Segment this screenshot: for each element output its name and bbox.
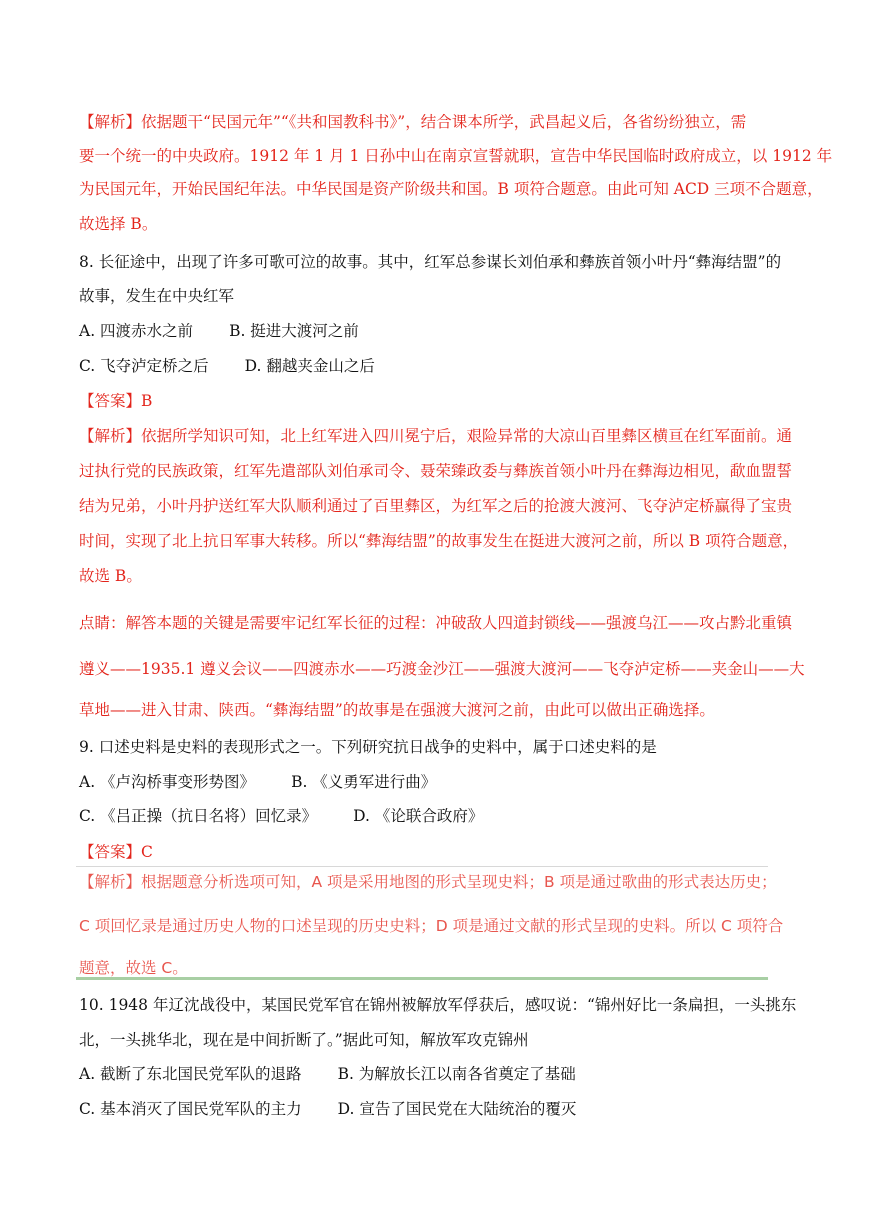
q9-answer-value: C [141, 843, 153, 861]
divider [76, 977, 768, 980]
q8-options-row-1 [79, 321, 799, 341]
q8-analysis-line-3: 结为兄弟，小叶丹护送红军大队顺利通过了百里彝区，为红军之后的抢渡大渡河、飞夺泸定桥赢得了宝贵 [79, 497, 793, 515]
q10-option-a: A. 截断了东北国民党军队的退路 [79, 1065, 302, 1083]
q9-analysis-line-1: 【解析】根据题意分析选项可知，A 项是采用地图的形式呈现史料；B 项是通过歌曲的形式表达历史； [79, 873, 777, 891]
q8-tip-line-3: 草地——进入甘肃、陕西。“彝海结盟”的故事是在强渡大渡河之前，由此可以做出正确选择。 [79, 701, 715, 719]
analysis-label: 【解析】 [79, 427, 142, 445]
q8-option-d: D. 翻越夹金山之后 [244, 357, 375, 375]
q8-analysis-line-2: 过执行党的民族政策，红军先遣部队刘伯承司令、聂荣臻政委与彝族首领小叶丹在彝海边相见，歃血盟誓 [79, 462, 793, 480]
q8-stem-line-1: 8. 长征途中，出现了许多可歌可泣的故事。其中，红军总参谋长刘伯承和彝族首领小叶丹“彝海结盟”的 [79, 253, 782, 271]
q9-options-row-1 [79, 772, 799, 792]
divider [76, 866, 768, 867]
q8-analysis-line-4: 时间，实现了北上抗日军事大转移。所以“彝海结盟”的故事发生在挺进大渡河之前，所以 B 项符合题意， [79, 532, 799, 550]
q10-stem-line-1: 10. 1948 年辽沈战役中，某国民党军官在锦州被解放军俘获后，感叹说：“锦州好比一条扁担，一头挑东 [79, 996, 797, 1014]
q9-option-b: B. 《义勇军进行曲》 [291, 773, 437, 791]
q7-analysis-line-2: 要一个统一的中央政府。1912 年 1 月 1 日孙中山在南京宣誓就职，宣告中华民国临时政府成立，以 1912 年 [79, 147, 833, 165]
q9-answer [79, 842, 799, 862]
q8-stem-line-2: 故事，发生在中央红军 [79, 287, 235, 305]
q9-analysis-scanned-box [76, 866, 784, 980]
answer-label: 【答案】 [79, 392, 142, 410]
q9-options-row-2 [79, 806, 799, 826]
q8-tip-line-2: 遵义——1935.1 遵义会议——四渡赤水——巧渡金沙江——强渡大渡河——飞夺泸定桥——夹金山——大 [79, 660, 805, 678]
q10-option-d: D. 宣告了国民党在大陆统治的覆灭 [337, 1100, 577, 1118]
q9-stem: 9. 口述史料是史料的表现形式之一。下列研究抗日战争的史料中，属于口述史料的是 [79, 738, 657, 756]
analysis-label: 【解析】 [79, 113, 142, 131]
q8-answer [79, 391, 799, 411]
q9-option-a: A. 《卢沟桥事变形势图》 [79, 773, 256, 791]
q9-option-d: D. 《论联合政府》 [353, 807, 484, 825]
q7-analysis-line-4: 故选择 B。 [79, 215, 158, 233]
q10-options-row-1 [79, 1064, 799, 1084]
q9-analysis-line-2: C 项回忆录是通过历史人物的口述呈现的历史史料；D 项是通过文献的形式呈现的史料。所以 C 项符合 [79, 917, 784, 935]
q8-option-c: C. 飞夺泸定桥之后 [79, 357, 209, 375]
q10-option-c: C. 基本消灭了国民党军队的主力 [79, 1100, 302, 1118]
q9-option-c: C. 《吕正操（抗日名将）回忆录》 [79, 807, 318, 825]
q9-analysis-line-3: 题意，故选 C。 [79, 959, 188, 977]
answer-label: 【答案】 [79, 843, 142, 861]
q8-analysis-line-5: 故选 B。 [79, 567, 142, 585]
q10-options-row-2 [79, 1099, 799, 1119]
q10-stem-line-2: 北，一头挑华北，现在是中间折断了。”据此可知，解放军攻克锦州 [79, 1031, 529, 1049]
q8-option-b: B. 挺进大渡河之前 [229, 322, 359, 340]
q8-tip-line-1: 点睛：解答本题的关键是需要牢记红军长征的过程：冲破敌人四道封锁线——强渡乌江——攻占黔北重镇 [79, 614, 793, 632]
q8-answer-value: B [141, 392, 153, 410]
q8-option-a: A. 四渡赤水之前 [79, 322, 194, 340]
q8-options-row-2 [79, 356, 799, 376]
q7-analysis-line-1: 【解析】依据题干“民国元年”“《共和国教科书》”，结合课本所学，武昌起义后，各省纷纷独立，需 [79, 113, 747, 131]
q10-option-b: B. 为解放长江以南各省奠定了基础 [337, 1065, 576, 1083]
q7-analysis-line-3: 为民国元年，开始民国纪年法。中华民国是资产阶级共和国。B 项符合题意。由此可知 ACD 三项不合题意， [79, 180, 823, 198]
q8-analysis-line-1: 【解析】依据所学知识可知，北上红军进入四川冕宁后，艰险异常的大凉山百里彝区横亘在红军面前。通 [79, 427, 793, 445]
